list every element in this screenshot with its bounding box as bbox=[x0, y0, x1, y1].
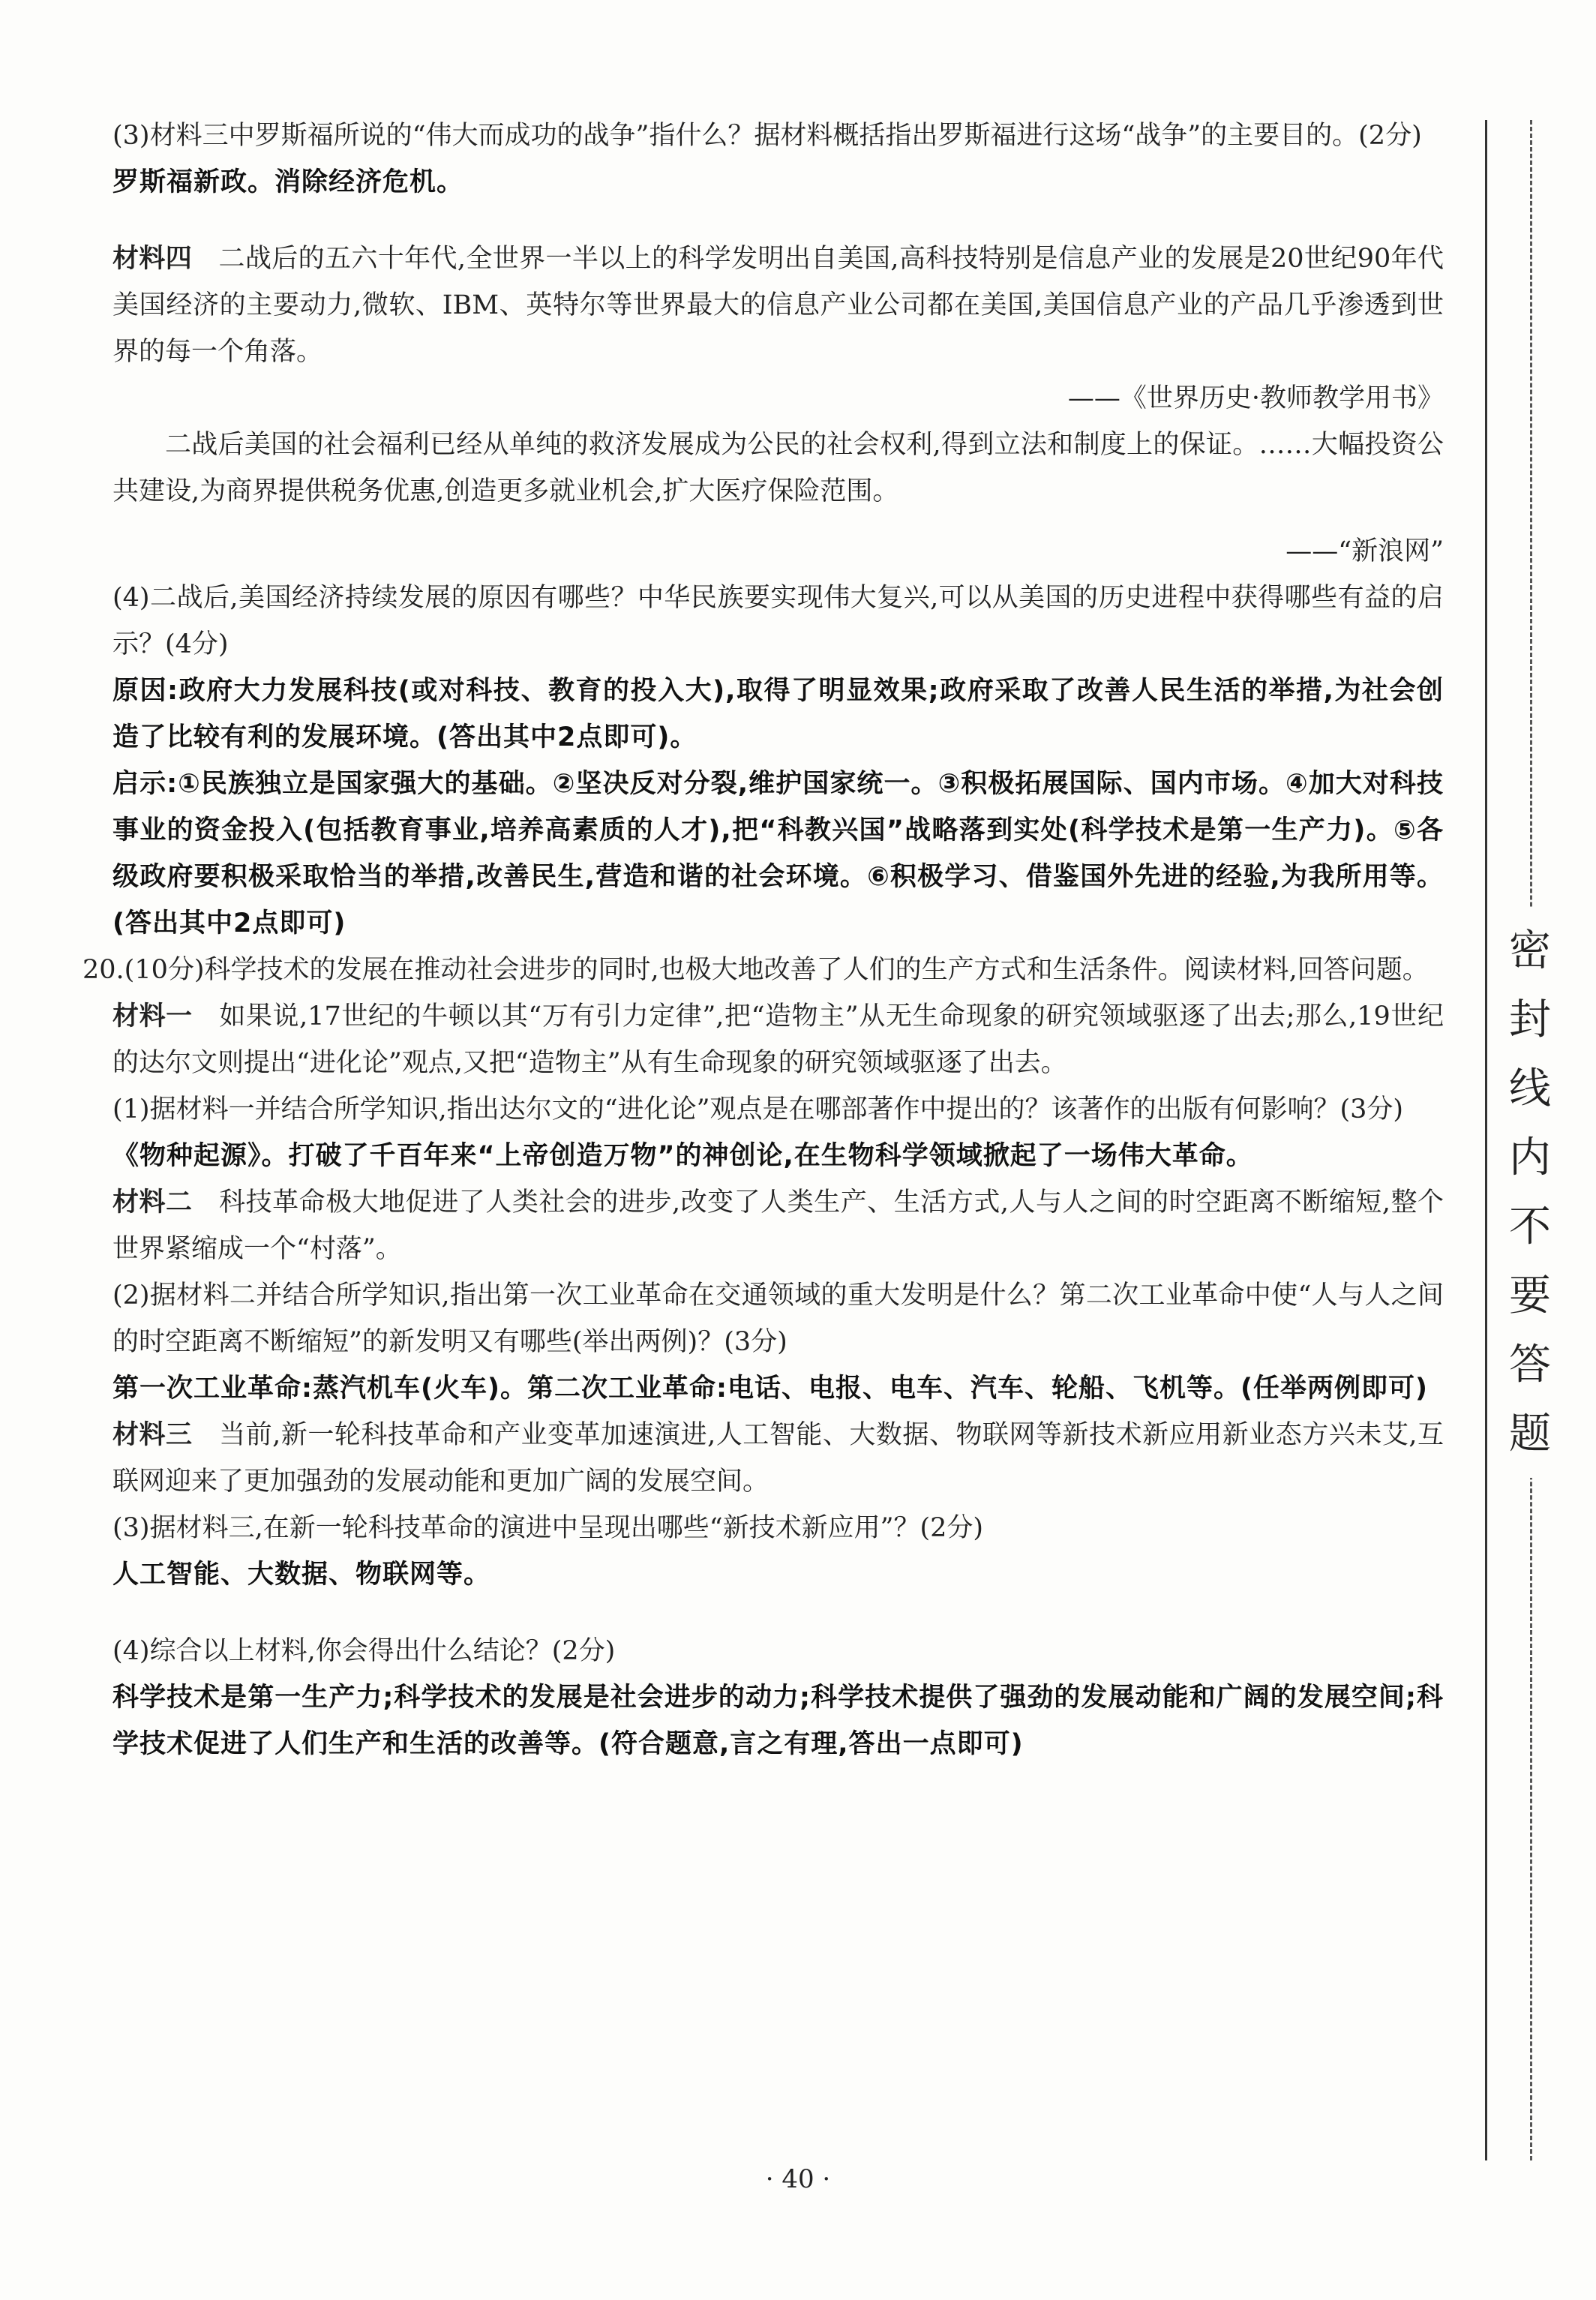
seal-border-line bbox=[1485, 120, 1487, 2160]
q20-material1-text: 如果说,17世纪的牛顿以其“万有引力定律”,把“造物主”从无生命现象的研究领域驱逐了出去;那么,19世纪的达尔文则提出“进化论”观点,又把“造物主”从有生命现象的研究领域驱逐了出去。 bbox=[112, 1001, 1444, 1078]
q20-question-4: (4)综合以上材料,你会得出什么结论？(2分) bbox=[112, 1636, 616, 1666]
q19-3-question: (3)材料三中罗斯福所说的“伟大而成功的战争”指什么？据材料概括指出罗斯福进行这场“战争”的主要目的。(2分) bbox=[112, 121, 1422, 151]
q20-material2-text: 科技革命极大地促进了人类社会的进步,改变了人类生产、生活方式,人与人之间的时空距离不断缩短,整个世界紧缩成一个“村落”。 bbox=[112, 1188, 1444, 1264]
q20-answer-2: 第一次工业革命:蒸汽机车(火车)。第二次工业革命:电话、电报、电车、汽车、轮船、飞机等。(任举两例即可) bbox=[112, 1374, 1428, 1404]
material4-text-1: 二战后的五六十年代,全世界一半以上的科学发明出自美国,高科技特别是信息产业的发展是20世纪90年代美国经济的主要动力,微软、IBM、英特尔等世界最大的信息产业公司都在美国,美国信息产业的产品几乎渗透到世界的每一个角落。 bbox=[112, 244, 1444, 367]
q20-answer-3: 人工智能、大数据、物联网等。 bbox=[112, 1560, 491, 1590]
q19-4-answer-insight: 启示:①民族独立是国家强大的基础。②坚决反对分裂,维护国家统一。③积极拓展国际、国内市场。④加大对科技事业的资金投入(包括教育事业,培养高素质的人才),把“科教兴国”战略落到实处(科学技术是第一生产力)。⑤各级政府要积极采取恰当的举措,改善民生,营造和谐的社会环境。⑥积极学习、借鉴国外先进的经验,为我所用等。(答出其中2点即可) bbox=[112, 769, 1444, 938]
q20-material1-label: 材料一 bbox=[112, 1001, 193, 1031]
material4-source-1: ——《世界历史·教师教学用书》 bbox=[1067, 383, 1444, 413]
material4-paragraph-1 bbox=[112, 236, 1444, 375]
q20-material3-text: 当前,新一轮科技革命和产业变革加速演进,人工智能、大数据、物联网等新技术新应用新业态方兴未艾,互联网迎来了更加强劲的发展动能和更加广阔的发展空间。 bbox=[112, 1420, 1444, 1497]
material4-label: 材料四 bbox=[112, 244, 193, 274]
q20-question-1: (1)据材料一并结合所学知识,指出达尔文的“进化论”观点是在哪部著作中提出的？该著作的出版有何影响？(3分) bbox=[112, 1094, 1404, 1124]
q20-stem: 20.(10分)科学技术的发展在推动社会进步的同时,也极大地改善了人们的生产方式和生活条件。阅读材料,回答问题。 bbox=[82, 955, 1429, 985]
q20-answer-1: 《物种起源》。打破了千百年来“上帝创造万物”的神创论,在生物科学领域掀起了一场伟大革命。 bbox=[112, 1141, 1253, 1171]
page-content bbox=[82, 113, 1444, 1767]
q20-material3 bbox=[112, 1412, 1444, 1505]
q19-4-question: (4)二战后,美国经济持续发展的原因有哪些？中华民族要实现伟大复兴,可以从美国的历史进程中获得哪些有益的启示？(4分) bbox=[112, 583, 1444, 659]
spacer bbox=[112, 1598, 1444, 1628]
spacer bbox=[112, 206, 1444, 236]
q20-material2-label: 材料二 bbox=[112, 1188, 193, 1218]
q20-question-3: (3)据材料三,在新一轮科技革命的演进中呈现出哪些“新技术新应用”？(2分) bbox=[112, 1513, 984, 1543]
page-number: · 40 · bbox=[765, 2164, 831, 2194]
spacer bbox=[112, 515, 1444, 528]
q19-3-answer: 罗斯福新政。消除经济危机。 bbox=[112, 167, 464, 197]
seal-warning-text: 密封线内不要答题 bbox=[1504, 908, 1556, 1478]
q20-material1 bbox=[112, 993, 1444, 1086]
q20-material3-label: 材料三 bbox=[112, 1420, 193, 1450]
q19-4-answer-reason: 原因:政府大力发展科技(或对科技、教育的投入大),取得了明显效果;政府采取了改善人民生活的举措,为社会创造了比较有利的发展环境。(答出其中2点即可)。 bbox=[112, 676, 1444, 752]
q20-answer-4: 科学技术是第一生产力;科学技术的发展是社会进步的动力;科学技术提供了强劲的发展动能和广阔的发展空间;科学技术促进了人们生产和生活的改善等。(符合题意,言之有理,答出一点即可) bbox=[112, 1683, 1444, 1759]
material4-text-2: 二战后美国的社会福利已经从单纯的救济发展成为公民的社会权利,得到立法和制度上的保证。……大幅投资公共建设,为商界提供税务优惠,创造更多就业机会,扩大医疗保险范围。 bbox=[112, 430, 1444, 506]
q20-question-2: (2)据材料二并结合所学知识,指出第一次工业革命在交通领域的重大发明是什么？第二次工业革命中使“人与人之间的时空距离不断缩短”的新发明又有哪些(举出两例)？(3分) bbox=[112, 1281, 1444, 1357]
material4-source-2: ——“新浪网” bbox=[1286, 536, 1444, 566]
q20-material2 bbox=[112, 1179, 1444, 1272]
